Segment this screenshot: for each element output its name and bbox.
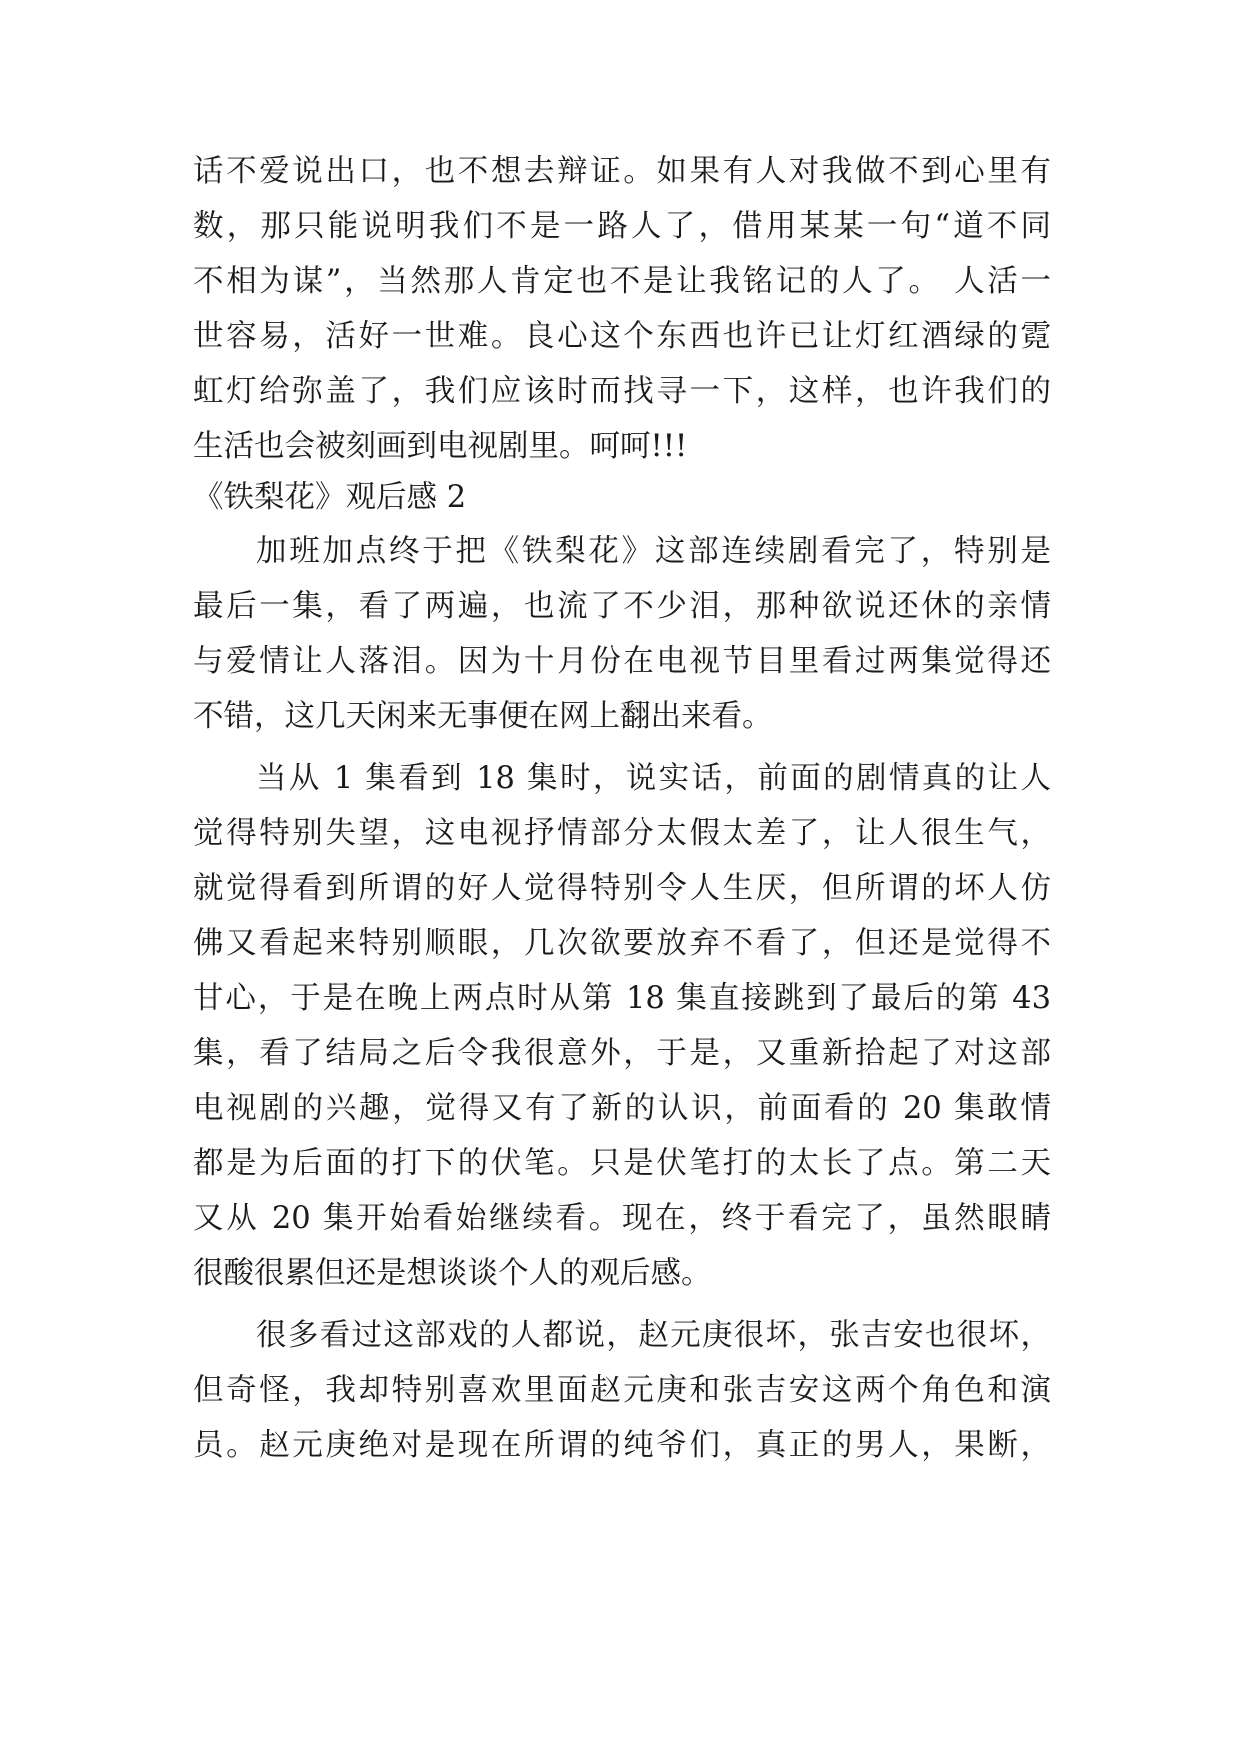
section-heading: 《铁梨花》观后感 2 [193, 480, 467, 515]
paragraph-line: 加班加点终于把《铁梨花》这部连续剧看完了，特别是 [256, 534, 1051, 569]
paragraph-line: 话不爱说出口，也不想去辩证。如果有人对我做不到心里有 [193, 154, 1051, 189]
paragraph-line: 又从 20 集开始看始继续看。现在，终于看完了，虽然眼睛 [193, 1201, 1051, 1236]
paragraph-line: 就觉得看到所谓的好人觉得特别令人生厌，但所谓的坏人仿 [193, 871, 1051, 906]
paragraph-line: 不错，这几天闲来无事便在网上翻出来看。 [193, 699, 773, 734]
paragraph-line: 最后一集，看了两遍，也流了不少泪，那种欲说还休的亲情 [193, 589, 1051, 624]
paragraph-line: 很多看过这部戏的人都说，赵元庚很坏，张吉安也很坏， [256, 1318, 1051, 1353]
paragraph-line: 但奇怪，我却特别喜欢里面赵元庚和张吉安这两个角色和演 [193, 1373, 1051, 1408]
paragraph-line: 甘心，于是在晚上两点时从第 18 集直接跳到了最后的第 43 [193, 981, 1051, 1016]
paragraph-line: 都是为后面的打下的伏笔。只是伏笔打的太长了点。第二天 [193, 1146, 1051, 1181]
paragraph-line: 当从 1 集看到 18 集时，说实话，前面的剧情真的让人 [256, 761, 1051, 796]
paragraph-line: 虹灯给弥盖了，我们应该时而找寻一下，这样，也许我们的 [193, 374, 1051, 409]
paragraph-line: 员。赵元庚绝对是现在所谓的纯爷们，真正的男人，果断， [193, 1428, 1051, 1463]
paragraph-line: 世容易，活好一世难。良心这个东西也许已让灯红酒绿的霓 [193, 319, 1051, 354]
paragraph-line: 集，看了结局之后令我很意外，于是，又重新拾起了对这部 [193, 1036, 1051, 1071]
paragraph-line: 与爱情让人落泪。因为十月份在电视节目里看过两集觉得还 [193, 644, 1051, 679]
paragraph-line: 不相为谋”，当然那人肯定也不是让我铭记的人了。 人活一 [193, 264, 1051, 299]
paragraph-line: 电视剧的兴趣，觉得又有了新的认识，前面看的 20 集敢情 [193, 1091, 1051, 1126]
paragraph-line: 生活也会被刻画到电视剧里。呵呵!!! [193, 429, 688, 464]
paragraph-line: 佛又看起来特别顺眼，几次欲要放弃不看了，但还是觉得不 [193, 926, 1051, 961]
paragraph-line: 觉得特别失望，这电视抒情部分太假太差了，让人很生气， [193, 816, 1051, 851]
paragraph-line: 数，那只能说明我们不是一路人了，借用某某一句“道不同 [193, 209, 1051, 244]
paragraph-line: 很酸很累但还是想谈谈个人的观后感。 [193, 1256, 712, 1291]
